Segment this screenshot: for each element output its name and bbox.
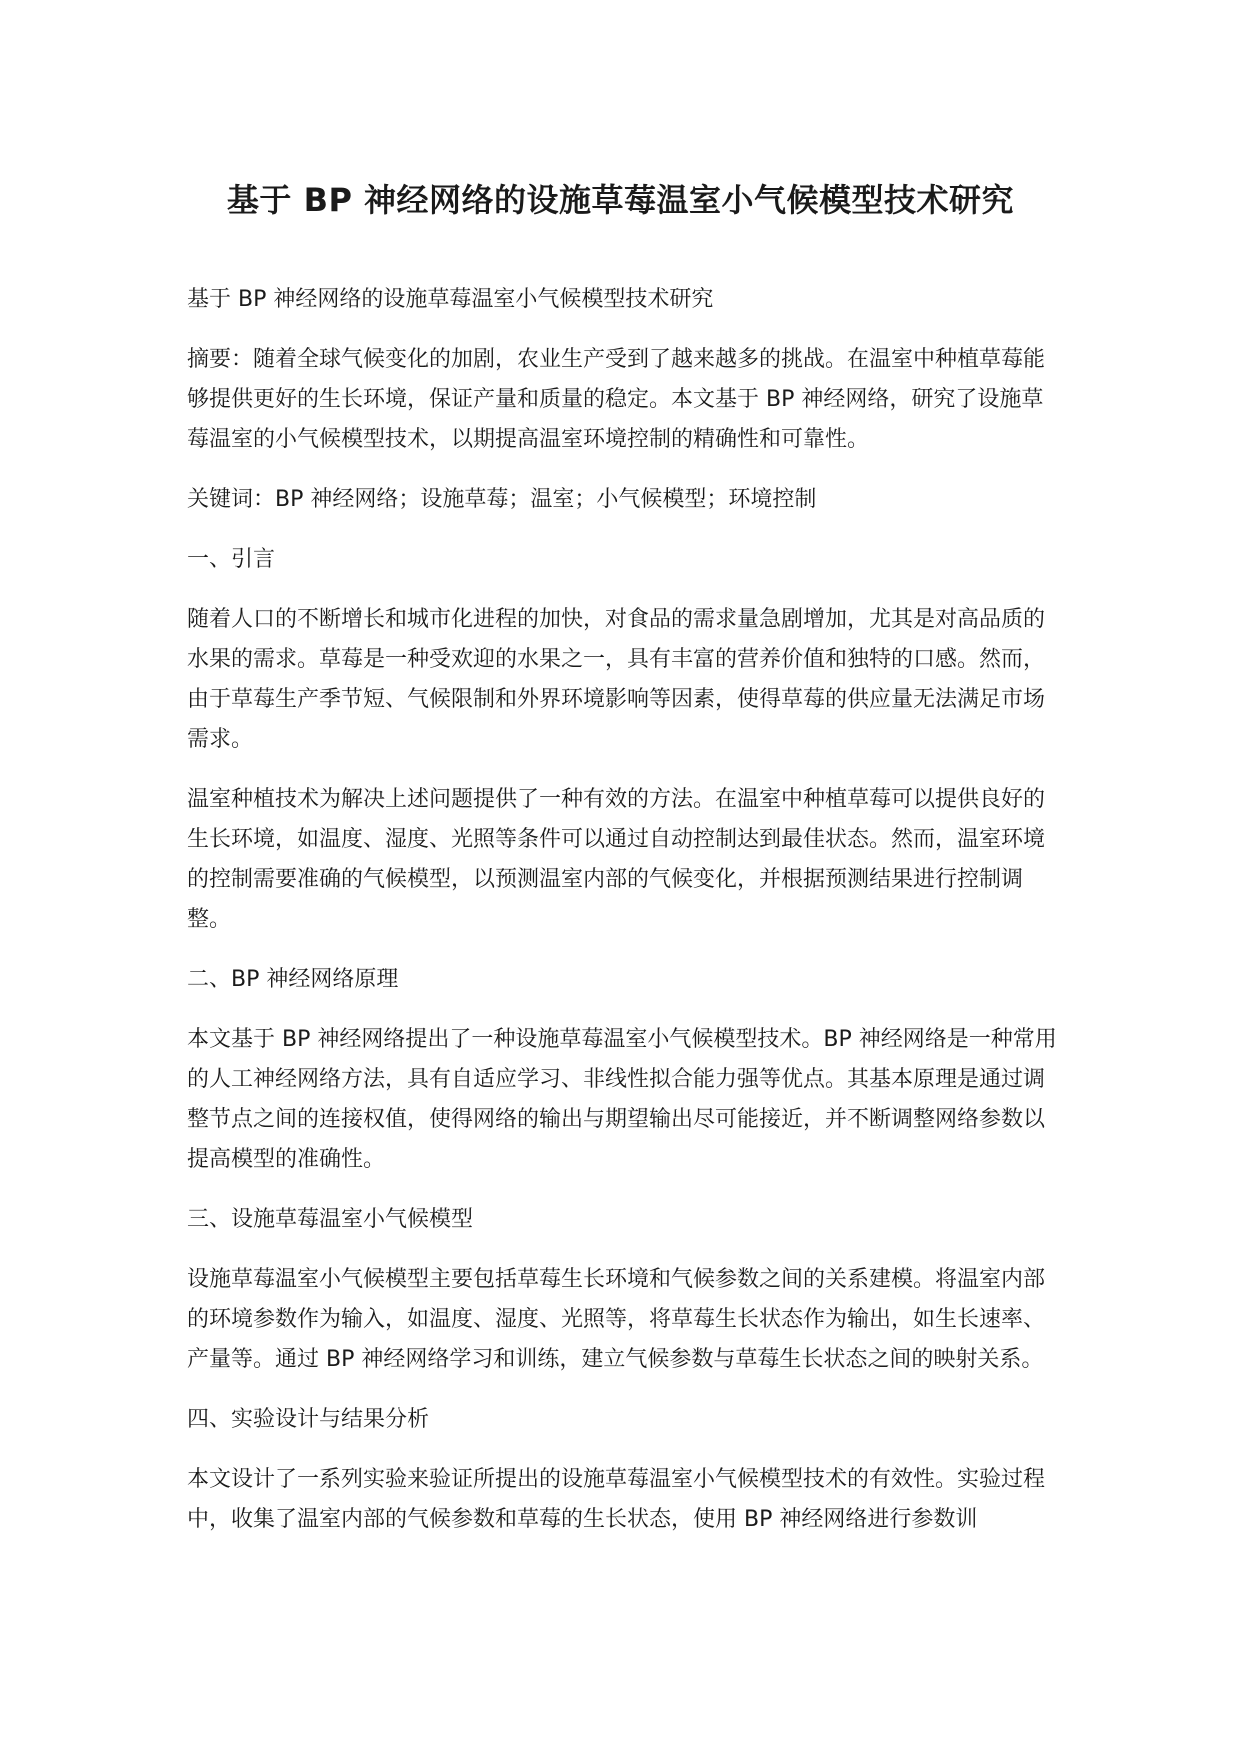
abstract-paragraph: 摘要：随着全球气候变化的加剧，农业生产受到了越来越多的挑战。在温室中种植草莓能够提供更好的生长环境，保证产量和质量的稳定。本文基于 BP 神经网络，研究了设施草莓温室的小气候模型技术，以期提高温室环境控制的精确性和可靠性。 [187, 347, 1046, 452]
section-heading-bp-principle: 二、BP 神经网络原理 [187, 967, 399, 992]
section-heading-experiment: 四、实验设计与结果分析 [187, 1407, 430, 1432]
body-paragraph: 本文基于 BP 神经网络提出了一种设施草莓温室小气候模型技术。BP 神经网络是一种常用的人工神经网络方法，具有自适应学习、非线性拟合能力强等优点。其基本原理是通过调整节点之间的连接权值，使得网络的输出与期望输出尽可能接近，并不断调整网络参数以提高模型的准确性。 [187, 1027, 1057, 1172]
subtitle-paragraph: 基于 BP 神经网络的设施草莓温室小气候模型技术研究 [187, 287, 714, 312]
body-paragraph: 温室种植技术为解决上述问题提供了一种有效的方法。在温室中种植草莓可以提供良好的生长环境，如温度、湿度、光照等条件可以通过自动控制达到最佳状态。然而，温室环境的控制需要准确的气候模型，以预测温室内部的气候变化，并根据预测结果进行控制调整。 [187, 787, 1046, 932]
section-heading-introduction: 一、引言 [187, 547, 276, 572]
keywords-paragraph: 关键词：BP 神经网络；设施草莓；温室；小气候模型；环境控制 [187, 487, 817, 512]
body-paragraph: 随着人口的不断增长和城市化进程的加快，对食品的需求量急剧增加，尤其是对高品质的水果的需求。草莓是一种受欢迎的水果之一，具有丰富的营养价值和独特的口感。然而，由于草莓生产季节短、气候限制和外界环境影响等因素，使得草莓的供应量无法满足市场需求。 [187, 607, 1046, 752]
body-paragraph: 本文设计了一系列实验来验证所提出的设施草莓温室小气候模型技术的有效性。实验过程中，收集了温室内部的气候参数和草莓的生长状态，使用 BP 神经网络进行参数训 [187, 1467, 1046, 1532]
section-heading-microclimate-model: 三、设施草莓温室小气候模型 [187, 1207, 474, 1232]
body-paragraph: 设施草莓温室小气候模型主要包括草莓生长环境和气候参数之间的关系建模。将温室内部的环境参数作为输入，如温度、湿度、光照等，将草莓生长状态作为输出，如生长速率、产量等。通过 BP 神经网络学习和训练，建立气候参数与草莓生长状态之间的映射关系。 [187, 1267, 1046, 1372]
document-title: 基于 BP 神经网络的设施草莓温室小气候模型技术研究 [226, 181, 1015, 219]
document-body [187, 280, 1057, 1560]
